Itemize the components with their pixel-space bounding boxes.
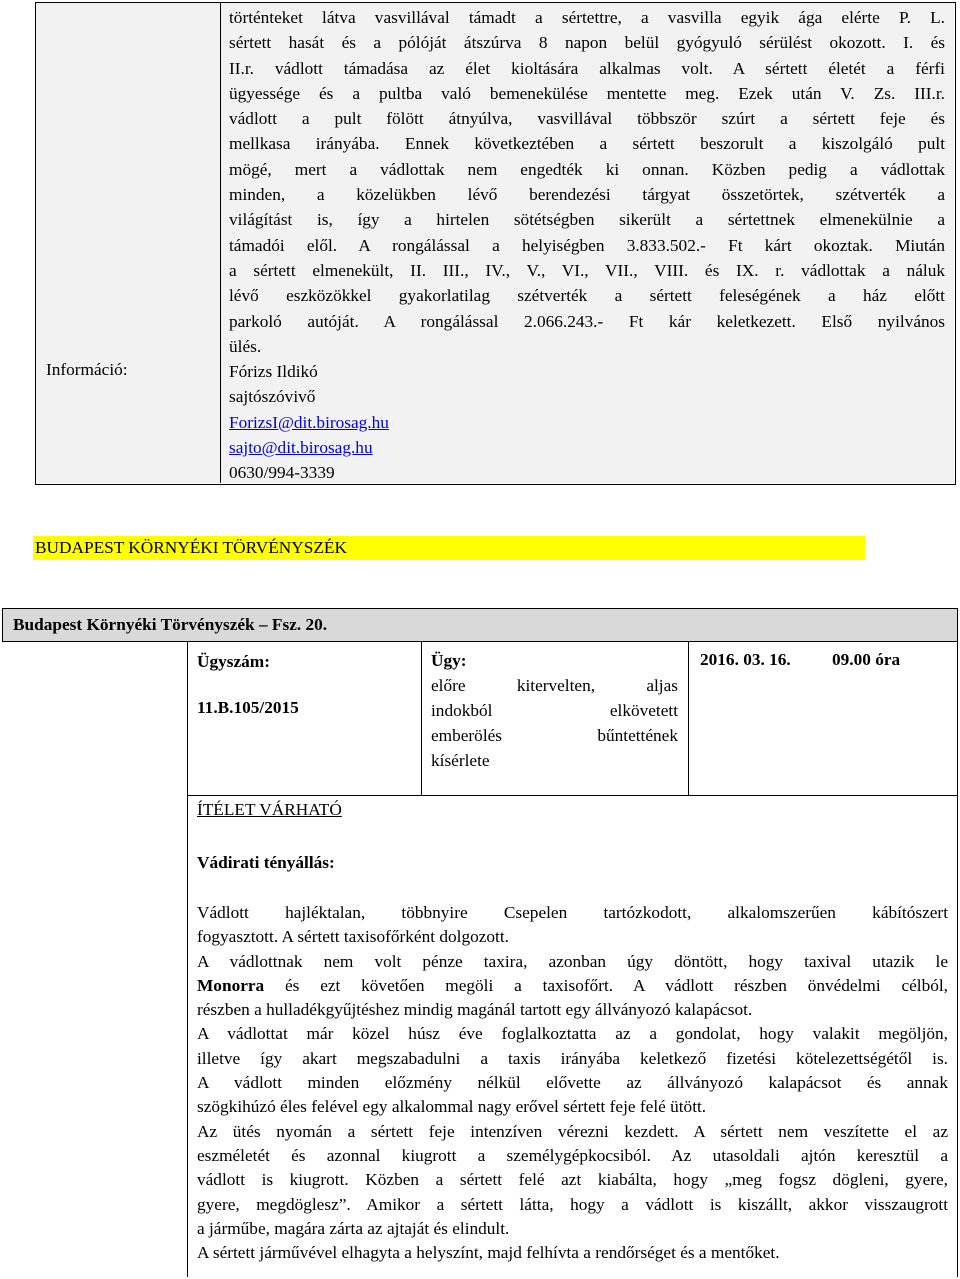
location-text: Budapest Környéki Törvényszék – Fsz. 20. (13, 615, 328, 634)
info-line: mellkasa irányába. Ennek következtében a sértett beszorult a kiszolgáló pult (229, 134, 945, 154)
facts-paragraph (197, 901, 948, 1265)
subject-line: indokból elkövetett (431, 701, 678, 720)
info-label: Információ: (46, 360, 128, 379)
subject-label: Ügy: (431, 651, 467, 670)
info-paragraph (229, 5, 945, 486)
info-line: II.r. vádlott támadása az élet kioltására alkalmas volt. A sértett életét a férfi (229, 58, 945, 78)
case-divider (421, 641, 422, 795)
facts-line: szögkihúzó éles felével egy alkalommal nagy erővel sértett feje felé ütött. (197, 1097, 707, 1117)
facts-line: A vádlottat már közel húsz éve foglalkoztatta az a gondolat, hogy valakit megöljön, (197, 1024, 948, 1044)
subject-cell (431, 648, 678, 773)
facts-label: Vádirati tényállás: (197, 853, 335, 872)
info-line: történteket látva vasvillával támadt a sértettre, a vasvilla egyik ága elérte P. L. (229, 8, 945, 27)
facts-line: fogyasztott. A sértett taxisofőrként dolgozott. (197, 927, 509, 947)
court-heading-text: BUDAPEST KÖRNYÉKI TÖRVÉNYSZÉK (35, 538, 347, 557)
facts-line: vádlott is kiugrott. Közben a sértett felé azt kiabálta, hogy „meg fogsz dögleni, gyere, (197, 1170, 948, 1190)
info-line: ülés. (229, 336, 262, 356)
info-line: mögé, mert a vádlottak nem engedték ki onnan. Közben pedig a vádlottak (229, 159, 945, 179)
info-line: támadói elől. A rongálással a helyiségben 3.833.502.- Ft kárt okoztak. Miután (229, 235, 945, 255)
subject-line: előre kitervelten, aljas (431, 676, 678, 695)
info-line: lévő eszközökkel gyakorlatilag szétverték a sértett feleségének a ház előtt (229, 286, 945, 306)
contact-phone: 0630/994-3339 (229, 463, 335, 483)
verdict-label: ÍTÉLET VÁRHATÓ (197, 800, 342, 819)
hearing-date: 2016. 03. 16. (700, 650, 791, 669)
contact-name: Fórizs Ildikó (229, 362, 318, 382)
facts-line: A vádlottnak nem volt pénze taxira, azonban úgy döntött, hogy taxival utazik le (197, 951, 948, 971)
subject-line: kísérlete (431, 751, 490, 770)
info-line: vádlott a pult fölött átnyúlva, vasvillával többször szúrt a sértett feje és (229, 109, 945, 129)
case-number: 11.B.105/2015 (197, 698, 299, 717)
case-number-label: Ügyszám: (197, 652, 270, 671)
info-line: világítást is, így a hirtelen sötétségben sikerült a sértettnek elmenekülnie a (229, 210, 945, 230)
facts-line: Vádlott hajléktalan, többnyire Csepelen tartózkodott, alkalomszerűen kábítószert (197, 903, 948, 922)
facts-line: A sértett járművével elhagyta a helyszínt, majd felhívta a rendőrséget és a mentőket. (197, 1243, 780, 1263)
facts-line: gyere, megdöglesz”. Amikor a sértett látta, hogy a vádlott is kiszállt, akkor visszaugrott (197, 1194, 948, 1214)
facts-line: a járműbe, magára zárta az ajtaját és elindult. (197, 1218, 510, 1238)
info-line: parkoló autóját. A rongálással 2.066.243.- Ft kár keletkezett. Első nyilvános (229, 311, 945, 331)
facts-bold-word: Monorra (197, 975, 265, 995)
court-heading (33, 536, 865, 560)
case-divider (688, 641, 689, 795)
facts-line: Az ütés nyomán a sértett feje intenzíven vérezni kezdett. A sértett nem veszítette el az (197, 1121, 948, 1141)
facts-line: eszméletét és azonnal kiugrott a személygépkocsiból. Az utasoldali ajtón keresztül a (197, 1145, 948, 1165)
contact-email-link[interactable]: ForizsI@dit.birosag.hu (229, 412, 389, 432)
info-label-cell (36, 3, 221, 483)
location-bar (2, 608, 958, 642)
facts-line: részben a hulladékgyűjtéshez mindig magánál tartott egy állványozó kalapácsot. (197, 1000, 753, 1020)
hearing-time: 09.00 óra (832, 650, 901, 669)
info-line: sértett hasát és a pólóját átszúrva 8 napon belül gyógyuló sérülést okozott. I. és (229, 33, 945, 53)
info-line: minden, a közelükben lévő berendezési tárgyat összetörtek, szétverték a (229, 185, 945, 205)
facts-line: A vádlott minden előzmény nélkül elővette az állványozó kalapácsot és annak (197, 1073, 948, 1093)
facts-line: illetve így akart megszabadulni a taxis irányába keletkező fizetési kötelezettségétől is. (197, 1048, 948, 1068)
facts-line-with-bold (197, 974, 948, 998)
info-line: ügyessége és a pultba való bemenekülése mentette meg. Ezek után V. Zs. III.r. (229, 83, 945, 103)
case-row-divider (187, 795, 957, 796)
press-email-link[interactable]: sajto@dit.birosag.hu (229, 438, 373, 458)
subject-line: emberölés bűntettének (431, 726, 678, 745)
facts-line-rest: és ezt követően megöli a taxisofőrt. A vádlott részben önvédelmi célból, (264, 975, 948, 995)
contact-role: sajtószóvivő (229, 387, 316, 407)
info-line: a sértett elmenekült, II. III., IV., V., VI., VII., VIII. és IX. r. vádlottak a náluk (229, 260, 945, 280)
